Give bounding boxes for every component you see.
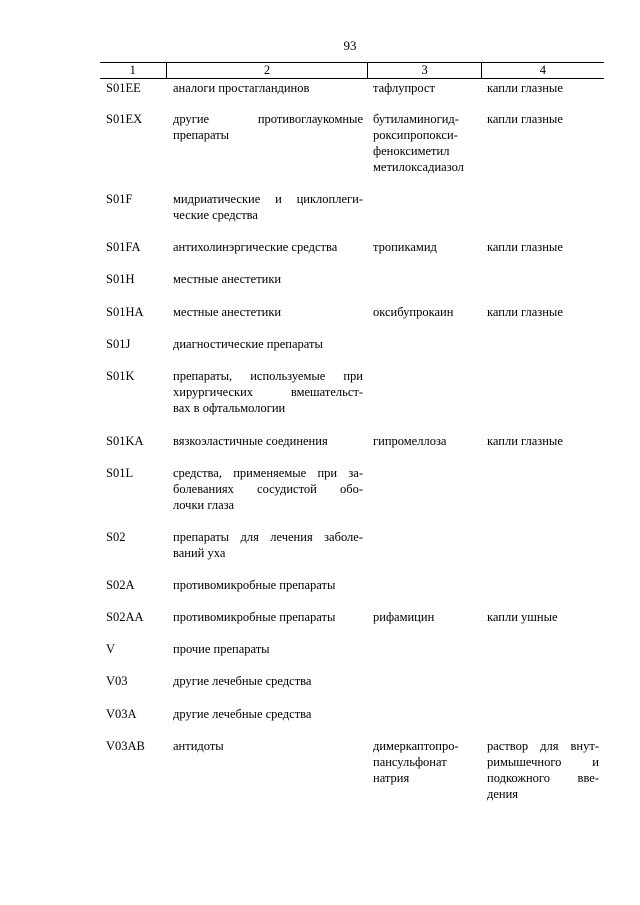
group-name-line: другие противоглаукомные xyxy=(173,112,363,126)
header-col-3: 3 xyxy=(367,63,480,78)
atc-code: S01J xyxy=(106,337,131,351)
dosage-form-line: капли глазные xyxy=(487,305,563,319)
dosage-form xyxy=(487,609,599,625)
group-name-line: диагностические препараты xyxy=(173,337,323,351)
dosage-form-line: капли глазные xyxy=(487,434,563,448)
drug-name-line: роксипропокси- xyxy=(373,128,458,142)
group-name xyxy=(173,191,363,223)
atc-code: V03 xyxy=(106,674,128,688)
atc-code: S01FA xyxy=(106,240,141,254)
group-name-line: мидриатические и циклоплеги- xyxy=(173,192,363,206)
group-name xyxy=(173,529,363,561)
dosage-form-line: капли глазные xyxy=(487,240,563,254)
atc-code: S02AA xyxy=(106,610,144,624)
group-name-line: местные анестетики xyxy=(173,272,282,286)
drug-name xyxy=(373,738,481,786)
drug-name xyxy=(373,304,481,320)
atc-code: S02 xyxy=(106,530,126,544)
group-name xyxy=(173,673,363,689)
atc-code: V03AB xyxy=(106,739,145,753)
group-name xyxy=(173,304,363,320)
group-name xyxy=(173,80,363,96)
drug-name-line: бутиламиногид- xyxy=(373,112,459,126)
dosage-form xyxy=(487,111,599,127)
atc-code: S01K xyxy=(106,369,135,383)
header-col-4: 4 xyxy=(481,63,604,78)
drug-name-line: гипромеллоза xyxy=(373,434,447,448)
group-name-line: противомикробные препараты xyxy=(173,578,336,592)
dosage-form-line: римышечного и xyxy=(487,755,599,769)
atc-code: S01EX xyxy=(106,112,143,126)
drug-name-line: тропикамид xyxy=(373,240,437,254)
atc-code: V03A xyxy=(106,707,137,721)
header-col-2: 2 xyxy=(166,63,368,78)
group-name-line: другие лечебные средства xyxy=(173,707,312,721)
atc-code: S01KA xyxy=(106,434,144,448)
group-name-line: ваний уха xyxy=(173,546,226,560)
group-name-line: прочие препараты xyxy=(173,642,270,656)
group-name xyxy=(173,641,363,657)
group-name-line: болеваниях сосудистой обо- xyxy=(173,482,363,496)
group-name-line: другие лечебные средства xyxy=(173,674,312,688)
page-number: 93 xyxy=(343,38,357,53)
group-name-line: препараты для лечения заболе- xyxy=(173,530,363,544)
group-name xyxy=(173,336,363,352)
group-name-line: препараты xyxy=(173,128,230,142)
group-name xyxy=(173,111,363,143)
group-name-line: вах в офтальмологии xyxy=(173,401,286,415)
dosage-form xyxy=(487,304,599,320)
group-name-line: вязкоэластичные соединения xyxy=(173,434,328,448)
dosage-form-line: капли ушные xyxy=(487,610,558,624)
drug-name-line: пансульфонат xyxy=(373,755,447,769)
dosage-form-line: раствор для внут- xyxy=(487,739,599,753)
drug-name xyxy=(373,433,481,449)
atc-code: S01F xyxy=(106,192,133,206)
dosage-form-line: дения xyxy=(487,787,519,801)
drug-name xyxy=(373,609,481,625)
group-name-line: антихолинэргические средства xyxy=(173,240,338,254)
group-name-line: хирургических вмешательст- xyxy=(173,385,363,399)
group-name xyxy=(173,271,363,287)
atc-code: V xyxy=(106,642,116,656)
group-name-line: ческие средства xyxy=(173,208,258,222)
group-name-line: местные анестетики xyxy=(173,305,282,319)
drug-name-line: тафлупрост xyxy=(373,81,435,95)
group-name-line: антидоты xyxy=(173,739,224,753)
atc-code: S01EE xyxy=(106,81,141,95)
group-name-line: средства, применяемые при за- xyxy=(173,466,363,480)
group-name-line: препараты, используемые при xyxy=(173,369,363,383)
dosage-form xyxy=(487,239,599,255)
dosage-form-line: капли глазные xyxy=(487,112,563,126)
dosage-form-line: подкожного вве- xyxy=(487,771,599,785)
group-name-line: лочки глаза xyxy=(173,498,235,512)
group-name xyxy=(173,368,363,416)
drug-name xyxy=(373,239,481,255)
atc-code: S01H xyxy=(106,272,135,286)
atc-code: S01HA xyxy=(106,305,144,319)
drug-name-line: рифамицин xyxy=(373,610,435,624)
table-header xyxy=(100,62,604,79)
group-name xyxy=(173,706,363,722)
dosage-form-line: капли глазные xyxy=(487,81,563,95)
atc-code: S02A xyxy=(106,578,135,592)
group-name-line: противомикробные препараты xyxy=(173,610,336,624)
group-name-line: аналоги простагландинов xyxy=(173,81,310,95)
drug-name xyxy=(373,80,481,96)
dosage-form xyxy=(487,80,599,96)
drug-name-line: метилоксадиазол xyxy=(373,160,464,174)
atc-code: S01L xyxy=(106,466,134,480)
group-name xyxy=(173,738,363,754)
drug-name-line: феноксиметил xyxy=(373,144,450,158)
dosage-form xyxy=(487,738,599,802)
group-name xyxy=(173,433,363,449)
dosage-form xyxy=(487,433,599,449)
group-name xyxy=(173,239,363,255)
drug-name xyxy=(373,111,481,175)
group-name xyxy=(173,609,363,625)
group-name xyxy=(173,465,363,513)
group-name xyxy=(173,577,363,593)
drug-name-line: оксибупрокаин xyxy=(373,305,454,319)
drug-name-line: димеркаптопро- xyxy=(373,739,459,753)
drug-name-line: натрия xyxy=(373,771,410,785)
header-col-1: 1 xyxy=(129,63,136,77)
